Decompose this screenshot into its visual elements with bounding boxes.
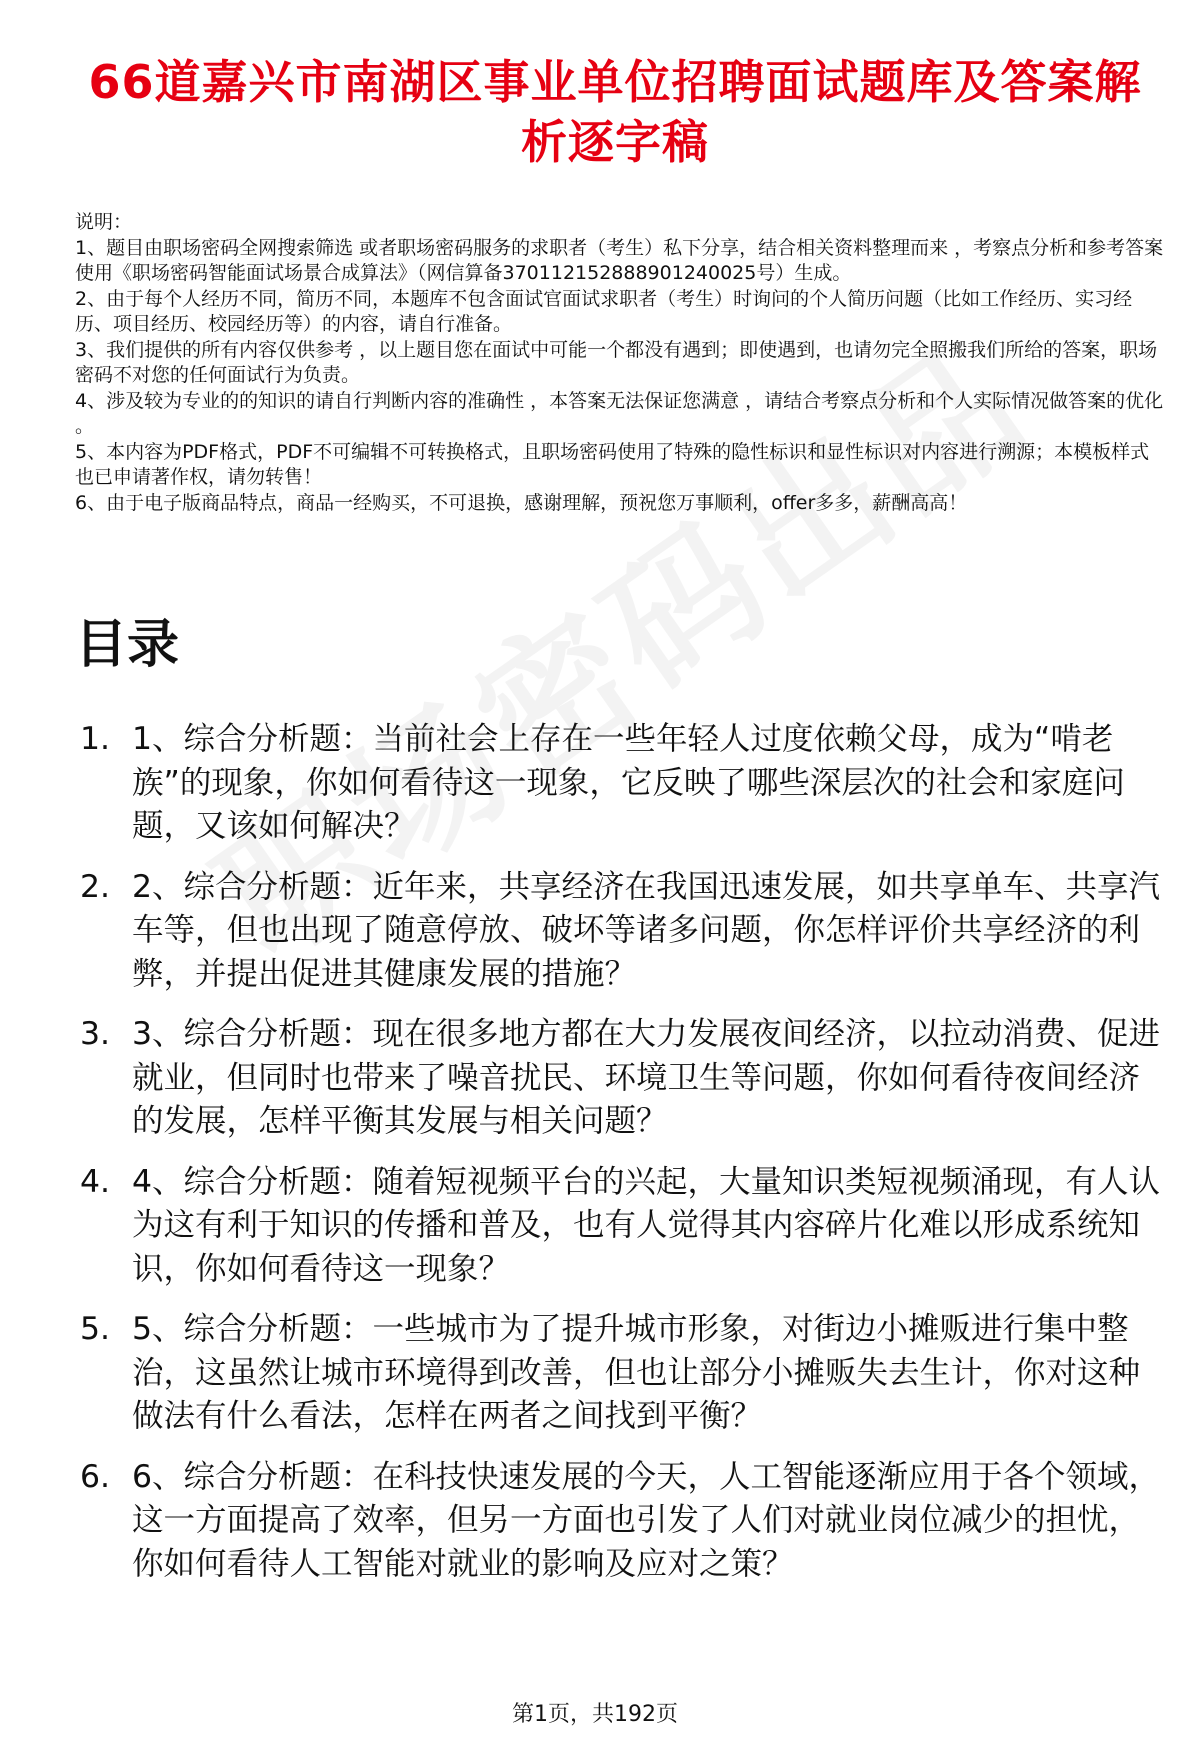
note-item: 1、题目由职场密码全网搜索筛选 或者职场密码服务的求职者（考生）私下分享，结合相关资料整理而来 ，考察点分析和参考答案使用《职场密码智能面试场景合成算法》（网信算备370112152888901240025号）生成。 [75,236,1164,284]
toc-item-number: 3. [80,1016,111,1052]
note-item: 4、涉及较为专业的的知识的请自行判断内容的准确性 ，本答案无法保证您满意 ，请结合考察点分析和个人实际情况做答案的优化 。 [75,389,1164,437]
toc-item[interactable] [80,718,1170,849]
note-item: 3、我们提供的所有内容仅供参考 ，以上题目您在面试中可能一个都没有遇到；即使遇到，也请勿完全照搬我们所给的答案，职场密码不对您的任何面试行为负责。 [75,338,1158,386]
page-number: 第1页，共192页 [512,1702,678,1727]
toc-item-text[interactable]: 5、综合分析题：一些城市为了提升城市形象，对街边小摊贩进行集中整治，这虽然让城市环境得到改善，但也让部分小摊贩失去生计，你对这种做法有什么看法，怎样在两者之间找到平衡？ [132,1311,1141,1434]
toc-item[interactable] [80,1161,1170,1292]
toc-item-number: 5. [80,1311,111,1347]
toc-item-text[interactable]: 4、综合分析题：随着短视频平台的兴起，大量知识类短视频涌现，有人认为这有利于知识的传播和普及，也有人觉得其内容碎片化难以形成系统知识，你如何看待这一现象？ [132,1163,1161,1287]
toc-item-text[interactable]: 1、综合分析题：当前社会上存在一些年轻人过度依赖父母，成为“啃老族”的现象，你如何看待这一现象，它反映了哪些深层次的社会和家庭问题，又该如何解决？ [132,721,1125,844]
toc-item-number: 1. [80,721,111,757]
toc-item-text[interactable]: 3、综合分析题：现在很多地方都在大力发展夜间经济，以拉动消费、促进就业，但同时也带来了噪音扰民、环境卫生等问题，你如何看待夜间经济的发展，怎样平衡其发展与相关问题？ [132,1016,1161,1139]
document-title: 66道嘉兴市南湖区事业单位招聘面试题库及答案解析逐字稿 [88,55,1142,169]
note-item: 2、由于每个人经历不同，简历不同，本题库不包含面试官面试求职者（考生）时询问的个人简历问题（比如工作经历、实习经历、项目经历、校园经历等）的内容，请自行准备。 [75,287,1133,335]
toc-item-text[interactable]: 2、综合分析题：近年来，共享经济在我国迅速发展，如共享单车、共享汽车等，但也出现了随意停放、破坏等诸多问题，你怎样评价共享经济的利弊，并提出促进其健康发展的措施？ [132,868,1161,992]
toc-item-number: 2. [80,868,111,905]
toc-item-number: 4. [80,1163,111,1200]
toc-item[interactable] [80,866,1170,997]
toc-item[interactable] [80,1308,1170,1439]
notes-section [75,210,1165,516]
toc-list [80,718,1170,1603]
toc-item[interactable] [80,1456,1170,1587]
notes-label: 说明： [75,211,133,233]
toc-item[interactable] [80,1013,1170,1144]
note-item: 6、由于电子版商品特点，商品一经购买，不可退换，感谢理解，预祝您万事顺利，offer多多，薪酬高高！ [75,491,968,514]
note-item: 5、本内容为PDF格式，PDF不可编辑不可转换格式，且职场密码使用了特殊的隐性标识和显性标识对内容进行溯源；本模板样式也已申请著作权，请勿转售！ [75,440,1150,488]
toc-item-text[interactable]: 6、综合分析题：在科技快速发展的今天，人工智能逐渐应用于各个领域，这一方面提高了效率，但另一方面也引发了人们对就业岗位减少的担忧，你如何看待人工智能对就业的影响及应对之策？ [132,1458,1161,1582]
toc-heading: 目录 [75,615,180,675]
toc-item-number: 6. [80,1458,111,1495]
